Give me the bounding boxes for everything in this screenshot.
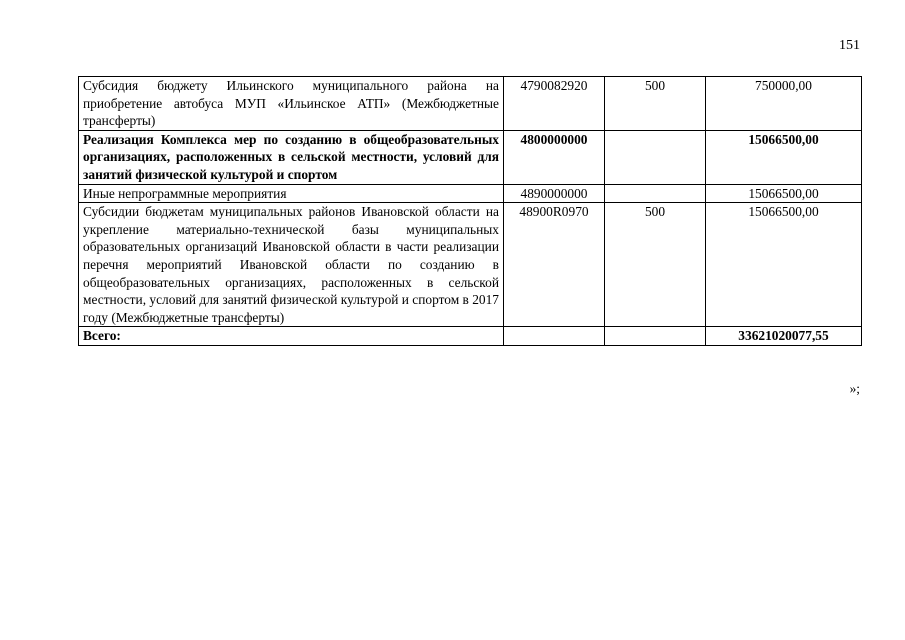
target-code-cell: 48900R0970 (504, 203, 605, 327)
expense-type-cell (605, 130, 706, 184)
target-code-cell (504, 327, 605, 346)
expense-type-cell (605, 184, 706, 203)
target-code-cell: 4890000000 (504, 184, 605, 203)
expense-type-cell (605, 327, 706, 346)
closing-quote-mark: »; (849, 381, 860, 396)
row-name-cell: Реализация Комплекса мер по созданию в общеобразовательных организациях, расположенных в сельской местности, условий для занятий физической культурой и спортом (79, 130, 504, 184)
row-name-cell: Иные непрограммные мероприятия (79, 184, 504, 203)
total-label-cell: Всего: (79, 327, 504, 346)
target-code-cell: 4800000000 (504, 130, 605, 184)
total-amount-cell: 33621020077,55 (706, 327, 862, 346)
expense-type-cell: 500 (605, 77, 706, 131)
table-row (79, 130, 862, 184)
row-name-cell: Субсидии бюджетам муниципальных районов Ивановской области на укрепление материально-технической базы муниципальных образовательных организаций Ивановской области в части реализации перечня мероприятий Ивановской области по созданию в общеобразовательных организациях, расположенных в сельской местности, условий для занятий физической культурой и спортом в 2017 году (Межбюджетные трансферты) (79, 203, 504, 327)
table-row (79, 77, 862, 131)
total-row (79, 327, 862, 346)
row-name-cell: Субсидия бюджету Ильинского муниципального района на приобретение автобуса МУП «Ильинское АТП» (Межбюджетные трансферты) (79, 77, 504, 131)
table-row (79, 184, 862, 203)
budget-table (78, 76, 862, 346)
amount-cell: 750000,00 (706, 77, 862, 131)
amount-cell: 15066500,00 (706, 203, 862, 327)
expense-type-cell: 500 (605, 203, 706, 327)
amount-cell: 15066500,00 (706, 130, 862, 184)
target-code-cell: 4790082920 (504, 77, 605, 131)
table-row (79, 203, 862, 327)
amount-cell: 15066500,00 (706, 184, 862, 203)
page-number: 151 (839, 38, 860, 53)
